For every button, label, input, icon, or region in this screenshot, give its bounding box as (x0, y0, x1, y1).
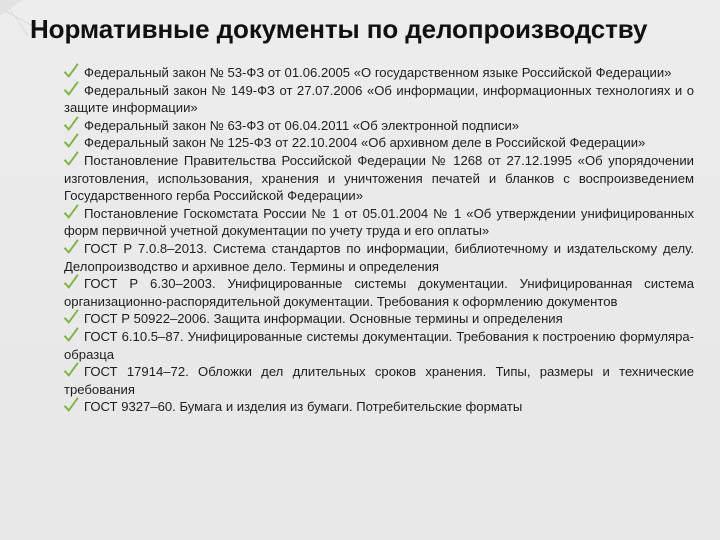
checkmark-icon (62, 362, 80, 380)
list-item-text: ГОСТ Р 6.30–2003. Унифицированные системы документации. Унифицированная система организационно-распорядительной документации. Требования к оформлению документов (64, 276, 694, 309)
checkmark-icon (62, 204, 80, 222)
checkmark-icon (62, 151, 80, 169)
list-item (64, 152, 694, 205)
list-item (64, 205, 694, 240)
list-item (64, 240, 694, 275)
document-list (64, 64, 694, 416)
list-item-text: Постановление Госкомстата России № 1 от 05.01.2004 № 1 «Об утверждении унифицированных форм первичной учетной документации по учету труда и его оплаты» (64, 205, 694, 239)
checkmark-icon (62, 274, 80, 292)
list-item-text: Федеральный закон № 125-ФЗ от 22.10.2004 «Об архивном деле в Российской Федерации» (84, 135, 646, 151)
list-item (64, 82, 694, 117)
list-item (64, 310, 694, 328)
list-item (64, 328, 694, 363)
list-item-text: ГОСТ 17914–72. Обложки дел длительных сроков хранения. Типы, размеры и технические требования (64, 364, 694, 397)
list-item (64, 363, 694, 398)
checkmark-icon (62, 397, 80, 415)
list-item-text: Федеральный закон № 63-ФЗ от 06.04.2011 «Об электронной подписи» (84, 117, 520, 133)
checkmark-icon (62, 327, 80, 345)
checkmark-icon (62, 133, 80, 151)
checkmark-icon (62, 309, 80, 327)
list-item-text: ГОСТ 9327–60. Бумага и изделия из бумаги. Потребительские форматы (84, 399, 523, 415)
checkmark-icon (62, 63, 80, 81)
page-title: Нормативные документы по делопроизводству (30, 14, 648, 44)
list-item (64, 117, 694, 135)
checkmark-icon (62, 116, 80, 134)
list-item-text: Федеральный закон № 53-ФЗ от 01.06.2005 «О государственном языке Российской Федерации» (84, 65, 672, 80)
list-item (64, 134, 694, 152)
list-item-text: Федеральный закон № 149-ФЗ от 27.07.2006 «Об информации, информационных технологиях и о защите информации» (64, 82, 694, 116)
list-item (64, 64, 694, 82)
list-item-text: ГОСТ Р 7.0.8–2013. Система стандартов по информации, библиотечному и издательскому делу. Делопроизводство и архивное дело. Термины и определения (64, 240, 694, 274)
list-item-text: ГОСТ 6.10.5–87. Унифицированные системы документации. Требования к построению формуляра-образца (64, 328, 694, 362)
list-item (64, 398, 694, 416)
list-item-text: ГОСТ Р 50922–2006. Защита информации. Основные термины и определения (84, 311, 563, 327)
list-item (64, 275, 694, 310)
checkmark-icon (62, 81, 80, 99)
checkmark-icon (62, 239, 80, 257)
list-item-text: Постановление Правительства Российской Федерации № 1268 от 27.12.1995 «Об упорядочении изготовления, использования, хранения и уничтожения печатей и бланков с воспроизведением Государственного герба Российской Федерации» (64, 152, 694, 204)
